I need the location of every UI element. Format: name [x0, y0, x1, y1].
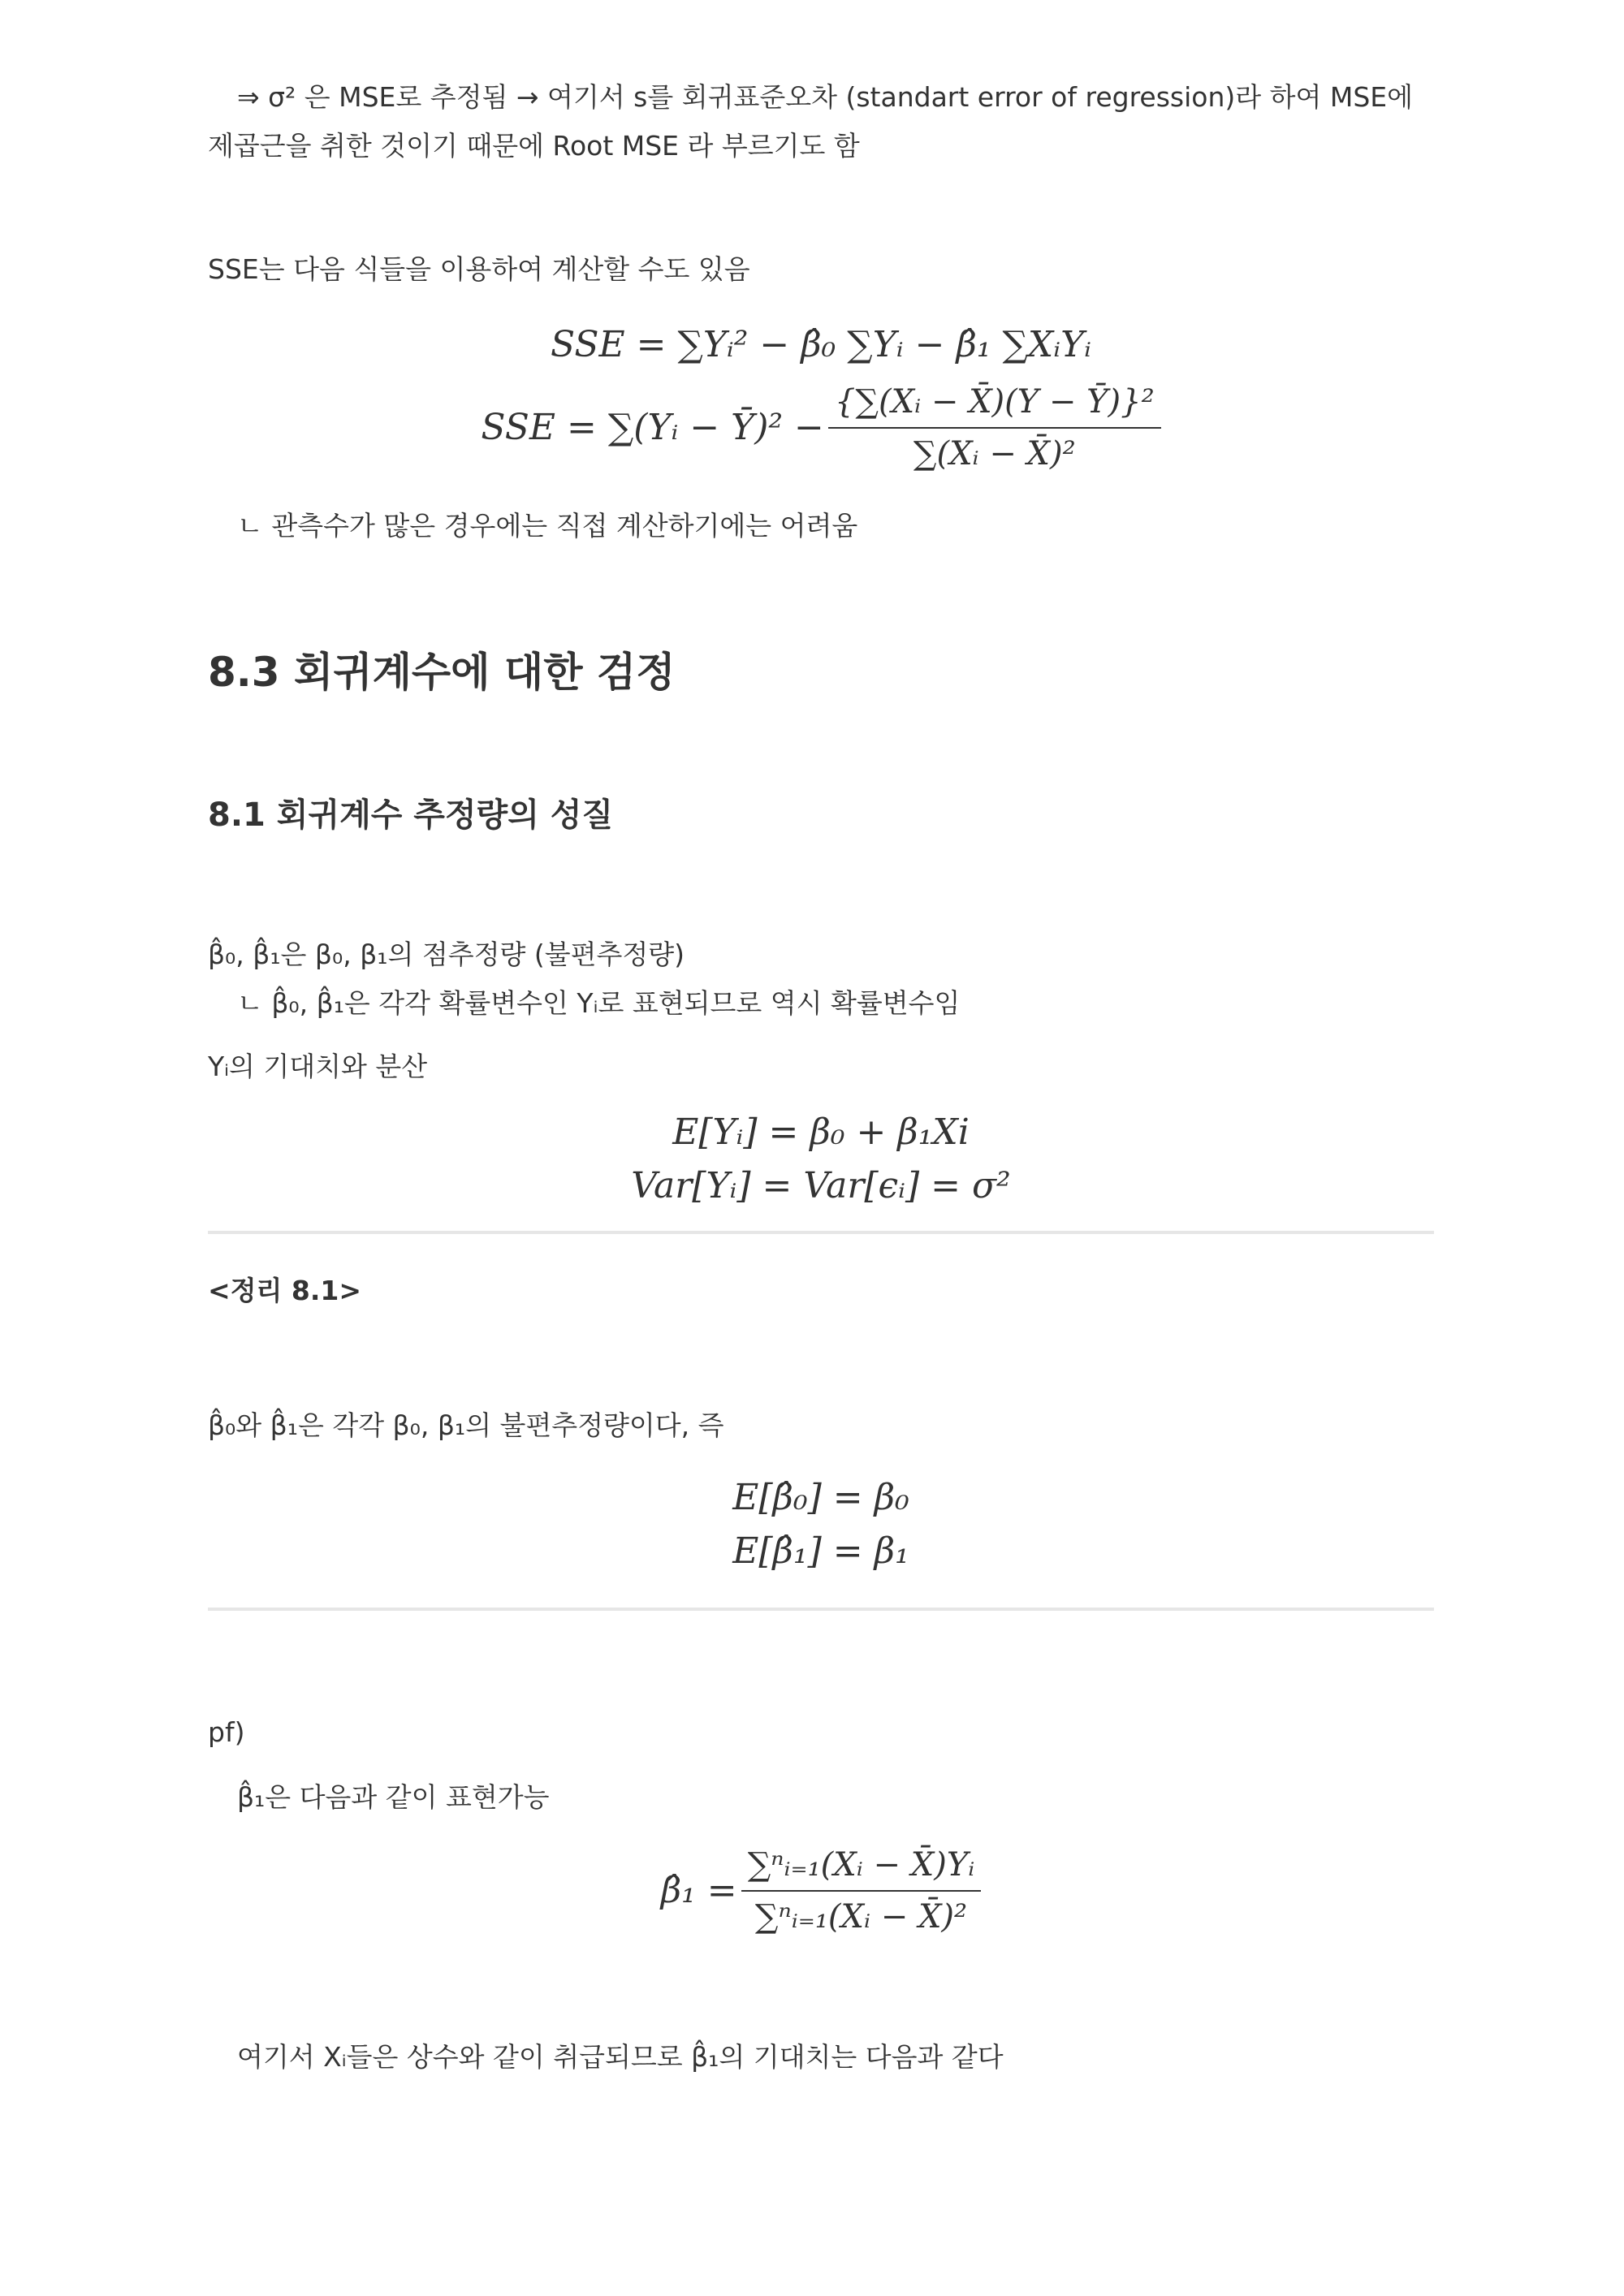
equation-sse-2-lhs: SSE = ∑(Yᵢ − Ȳ)² −	[481, 407, 824, 448]
equation-expectation: E[Yᵢ] = β₀ + β₁Xi	[672, 1111, 970, 1153]
equation-sse-1: SSE = ∑Yᵢ² − β̂₀ ∑Yᵢ − β̂₁ ∑XᵢYᵢ	[550, 324, 1091, 365]
proof-label: pf)	[208, 1716, 245, 1748]
equation-sse-2-denominator: ∑(Xᵢ − X̄)²	[913, 435, 1076, 473]
yi-expectation-text: Yᵢ의 기대치와 분산	[208, 1051, 428, 1082]
point-estimator-note: ㄴ β̂₀, β̂₁은 각각 확률변수인 Yᵢ로 표현되므로 역시 확률변수임	[237, 987, 961, 1019]
theorem-title: <정리 8.1>	[208, 1275, 362, 1306]
equation-beta1-lhs: β̂₁ =	[660, 1870, 737, 1911]
equation-beta1-fraction	[741, 1843, 982, 1939]
equation-e-beta0: E[β̂₀] = β₀	[732, 1477, 909, 1518]
divider-top	[208, 1231, 1434, 1234]
divider-bottom	[208, 1608, 1434, 1611]
mse-paragraph	[208, 73, 1434, 170]
section-heading-8-1: 8.1 회귀계수 추정량의 성질	[208, 796, 614, 834]
equation-sse-2-numerator: {∑(Xᵢ − X̄)(Y − Ȳ)}²	[828, 380, 1161, 429]
equation-e-beta1: E[β̂₁] = β₁	[732, 1530, 909, 1572]
theorem-text: β̂₀와 β̂₁은 각각 β₀, β₁의 불편추정량이다, 즉	[208, 1409, 724, 1441]
expectation-intro: 여기서 Xᵢ들은 상수와 같이 취급되므로 β̂₁의 기대치는 다음과 같다	[237, 2041, 1004, 2073]
section-heading-8-3: 8.3 회귀계수에 대한 검정	[208, 649, 676, 696]
equation-beta1-denominator: ∑ⁿᵢ₌₁(Xᵢ − X̄)²	[754, 1898, 968, 1936]
point-estimator-text: β̂₀, β̂₁은 β₀, β₁의 점추정량 (불편추정량)	[208, 939, 685, 970]
proof-text: β̂₁은 다음과 같이 표현가능	[237, 1781, 550, 1813]
equation-beta1-numerator: ∑ⁿᵢ₌₁(Xᵢ − X̄)Yᵢ	[741, 1843, 982, 1892]
equation-sse-2-fraction	[828, 380, 1161, 476]
sse-note: ㄴ 관측수가 많은 경우에는 직접 계산하기에는 어려움	[237, 510, 858, 542]
mse-line-1: ⇒ σ² 은 MSE로 추정됨 → 여기서 s를 회귀표준오차 (standart error of regression)라 하여 MSE에	[237, 81, 1414, 113]
sse-intro: SSE는 다음 식들을 이용하여 계산할 수도 있음	[208, 253, 750, 285]
equation-variance: Var[Yᵢ] = Var[ϵᵢ] = σ²	[631, 1165, 1011, 1206]
equation-sse-2	[208, 380, 1434, 476]
mse-line-2: 제곱근을 취한 것이기 때문에 Root MSE 라 부르기도 함	[208, 130, 860, 162]
equation-beta1-hat	[208, 1843, 1434, 1939]
